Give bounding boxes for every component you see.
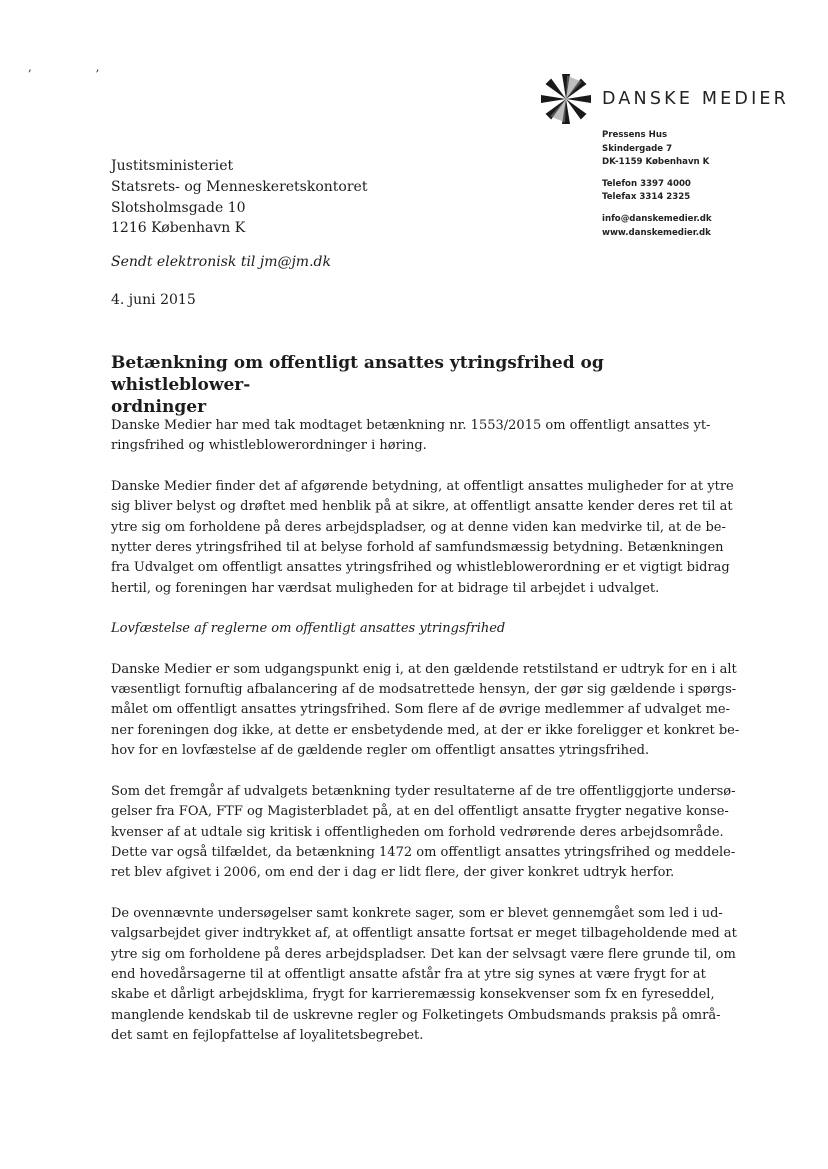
text-line: ner foreningen dog ikke, at dette er ensbetydende med, at der er ikke foreligger et konkret be- <box>111 722 740 738</box>
text-line: ringsfrihed og whistleblowerordninger i høring. <box>111 438 427 454</box>
letter-date: 4. juni 2015 <box>111 292 196 308</box>
letter-title <box>111 352 731 418</box>
section-heading: Lovfæstelse af reglerne om offentligt ansattes ytringsfrihed <box>111 621 506 637</box>
recipient-address <box>111 156 531 239</box>
recipient-line: 1216 København K <box>111 220 246 237</box>
text-line: De ovennævnte undersøgelser samt konkrete sager, som er blevet gennemgået som led i ud- <box>111 905 723 921</box>
text-line: Dette var også tilfældet, da betænkning 1472 om offentligt ansattes ytringsfrihed og meddele- <box>111 844 736 860</box>
text-line: det samt en fejlopfattelse af loyalitetsbegrebet. <box>111 1028 424 1044</box>
danske-medier-logo <box>538 72 790 128</box>
text-line: væsentligt fornuftig afbalancering af de modsatrettede hensyn, der gør sig gældende i spørgs- <box>111 682 737 698</box>
paragraph <box>111 904 737 1047</box>
text-line: ytre sig om forholdene på deres arbejdspladser, og at denne viden kan medvirke til, at de be- <box>111 519 726 535</box>
text-line: hertil, og foreningen har værdsat muligheden for at bidrage til arbejdet i udvalget. <box>111 580 660 596</box>
recipient-line: Statsrets- og Menneskeretskontoret <box>111 178 368 195</box>
sender-email: info@danskemedier.dk <box>602 213 712 224</box>
sender-fax: Telefax 3314 2325 <box>602 192 691 203</box>
sent-note: Sendt elektronisk til jm@jm.dk <box>111 254 331 270</box>
text-line: målet om offentligt ansattes ytringsfrihed. Som flere af de øvrige medlemmer af udvalget me- <box>111 702 730 718</box>
sender-website: www.danskemedier.dk <box>602 227 711 238</box>
text-line: Danske Medier finder det af afgørende betydning, at offentligt ansattes muligheder for at ytre <box>111 478 734 494</box>
sender-line: Pressens Hus <box>602 130 668 140</box>
sender-line: DK-1159 København K <box>602 157 710 168</box>
paragraph <box>111 477 734 599</box>
text-line: ret blev afgivet i 2006, om end der i dag er lidt flere, der giver konkret udtryk herfor. <box>111 865 675 881</box>
text-line: Danske Medier har med tak modtaget betænkning nr. 1553/2015 om offentligt ansattes yt- <box>111 418 711 433</box>
text-line: nytter deres ytringsfrihed til at belyse forhold af samfundsmæssig betydning. Betænkningen <box>111 540 724 556</box>
text-line: skabe et dårligt arbejdsklima, frygt for karrieremæssig konsekvenser som fx en fyreseddel, <box>111 987 715 1003</box>
title-line: ordninger <box>111 397 207 417</box>
text-line: sig bliver belyst og drøftet med henblik på at sikre, at offentligt ansatte kender deres ret til at <box>111 499 733 515</box>
text-line: valgsarbejdet giver indtrykket af, at offentligt ansatte fortsat er meget tilbageholdende med at <box>111 926 737 942</box>
text-line: ytre sig om forholdene på deres arbejdspladser. Det kan der selvsagt være flere grunde til, om <box>111 946 736 962</box>
sender-address <box>602 129 802 240</box>
letter-body <box>111 416 740 1067</box>
text-line: Danske Medier er som udgangspunkt enig i, at den gældende retstilstand er udtryk for en i alt <box>111 661 737 677</box>
title-line: Betænkning om offentligt ansattes ytringsfrihed og whistleblower- <box>111 353 604 395</box>
recipient-line: Justitsministeriet <box>111 158 234 174</box>
text-line: gelser fra FOA, FTF og Magisterbladet på, at en del offentligt ansatte frygter negative konse- <box>111 804 729 820</box>
paragraph <box>111 416 711 457</box>
recipient-line: Slotsholmsgade 10 <box>111 199 246 216</box>
corner-marks: , , <box>28 60 130 74</box>
text-line: end hovedårsagerne til at offentligt ansatte afstår fra at ytre sig synes at være frygt for at <box>111 966 706 982</box>
text-line: hov for en lovfæstelse af de gældende regler om offentligt ansattes ytringsfrihed. <box>111 743 650 759</box>
logo-wordmark: DANSKE MEDIER <box>602 89 790 109</box>
paragraph <box>111 782 736 884</box>
text-line: manglende kendskab til de uskrevne regler og Folketingets Ombudsmands praksis på områ- <box>111 1007 721 1023</box>
paragraph <box>111 660 740 762</box>
logo-mark-icon <box>538 72 594 128</box>
sender-line: Skindergade 7 <box>602 143 673 154</box>
text-line: Som det fremgår af udvalgets betænkning tyder resultaterne af de tre offentliggjorte undersø- <box>111 783 736 799</box>
text-line: kvenser af at udtale sig kritisk i offentligheden om forhold vedrørende deres arbejdsområde. <box>111 824 724 840</box>
text-line: fra Udvalget om offentligt ansattes ytringsfrihed og whistleblowerordning er et vigtigt bidrag <box>111 560 730 576</box>
sender-phone: Telefon 3397 4000 <box>602 178 691 189</box>
